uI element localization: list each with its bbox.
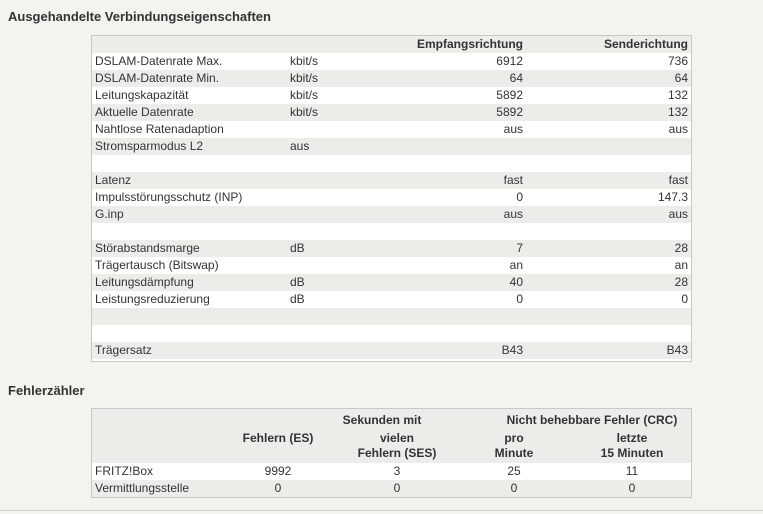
table-row xyxy=(92,240,691,257)
value-downstream: B43 xyxy=(501,343,523,357)
table-row xyxy=(92,172,691,189)
header-es: Fehlern (ES) xyxy=(242,431,314,445)
value-upstream: fast xyxy=(668,173,688,187)
table-row xyxy=(92,104,691,121)
row-label: Leitungsdämpfung xyxy=(95,275,194,289)
row-unit: dB xyxy=(290,241,305,255)
row-label: Trägertausch (Bitswap) xyxy=(95,258,219,272)
table-header-row xyxy=(92,36,691,53)
error-counter-table xyxy=(91,408,692,498)
value-downstream: aus xyxy=(503,122,523,136)
value-upstream: 28 xyxy=(674,275,688,289)
row-label: DSLAM-Datenrate Max. xyxy=(95,54,223,68)
value-upstream: aus xyxy=(668,207,688,221)
row-label: Leitungskapazität xyxy=(95,88,189,102)
header-pro-line1: pro xyxy=(504,431,524,445)
table-row xyxy=(92,70,691,87)
value-downstream: 5892 xyxy=(496,88,523,102)
table-row xyxy=(92,53,691,70)
table-row xyxy=(92,463,691,480)
value-downstream: 5892 xyxy=(496,105,523,119)
table-row xyxy=(92,308,691,325)
value-upstream: 28 xyxy=(674,241,688,255)
value-upstream: 0 xyxy=(681,292,688,306)
value-downstream: 7 xyxy=(516,241,523,255)
section-title-connection: Ausgehandelte Verbindungseigenschaften xyxy=(8,9,271,24)
table-row xyxy=(92,291,691,308)
value-upstream: 132 xyxy=(667,88,688,102)
table-row xyxy=(92,480,691,497)
table-row xyxy=(92,206,691,223)
row-label: FRITZ!Box xyxy=(95,464,154,478)
row-unit: kbit/s xyxy=(290,54,319,68)
table-row xyxy=(92,189,691,206)
row-unit: aus xyxy=(290,139,310,153)
table-row xyxy=(92,138,691,155)
row-label: Vermittlungsstelle xyxy=(95,481,190,495)
row-unit: dB xyxy=(290,292,305,306)
section-title-errors: Fehlerzähler xyxy=(8,383,85,398)
row-label: Impulsstörungsschutz (INP) xyxy=(95,190,243,204)
value-upstream: aus xyxy=(668,122,688,136)
row-label: DSLAM-Datenrate Min. xyxy=(95,71,220,85)
value-upstream: 132 xyxy=(667,105,688,119)
value-15min: 0 xyxy=(628,481,636,495)
row-label: Störabstandsmarge xyxy=(95,241,200,255)
header-upstream: Senderichtung xyxy=(603,37,688,51)
row-label: G.inp xyxy=(95,207,124,221)
table-row xyxy=(92,87,691,104)
table-row xyxy=(92,257,691,274)
header-group-crc: Nicht behebbare Fehler (CRC) xyxy=(506,413,678,427)
value-downstream: fast xyxy=(503,173,523,187)
header-ses-line1: vielen xyxy=(379,431,415,445)
row-unit: kbit/s xyxy=(290,71,319,85)
header-15min-line2: 15 Minuten xyxy=(600,446,664,460)
row-label: Trägersatz xyxy=(95,343,152,357)
value-upstream: 736 xyxy=(667,54,688,68)
value-ses: 3 xyxy=(393,464,401,478)
value-15min: 11 xyxy=(625,464,639,478)
header-15min-line1: letzte xyxy=(616,431,648,445)
row-label: Aktuelle Datenrate xyxy=(95,105,194,119)
value-upstream: 147.3 xyxy=(657,190,688,204)
value-es: 0 xyxy=(274,481,282,495)
row-label: Leistungsreduzierung xyxy=(95,292,210,306)
value-downstream: 64 xyxy=(509,71,523,85)
value-upstream: an xyxy=(674,258,688,272)
table-row xyxy=(92,121,691,138)
table-row xyxy=(92,155,691,172)
row-label: Latenz xyxy=(95,173,132,187)
table-row xyxy=(92,342,691,359)
value-downstream: 0 xyxy=(516,292,523,306)
table-row xyxy=(92,325,691,342)
value-downstream: an xyxy=(509,258,523,272)
connection-properties-table xyxy=(91,35,692,362)
row-label: Stromsparmodus L2 xyxy=(95,139,204,153)
header-ses-line2: Fehlern (SES) xyxy=(357,446,437,460)
value-downstream: 40 xyxy=(509,275,523,289)
row-label: Nahtlose Ratenadaption xyxy=(95,122,224,136)
value-es: 9992 xyxy=(264,464,292,478)
table-row xyxy=(92,223,691,240)
value-ses: 0 xyxy=(393,481,401,495)
value-downstream: aus xyxy=(503,207,523,221)
header-group-seconds: Sekunden mit xyxy=(342,413,422,427)
value-upstream: 64 xyxy=(674,71,688,85)
bottom-divider xyxy=(0,510,763,511)
header-downstream: Empfangsrichtung xyxy=(416,37,523,51)
value-pro-minute: 25 xyxy=(507,464,521,478)
table-row xyxy=(92,274,691,291)
header-pro-line2: Minute xyxy=(494,446,534,460)
value-downstream: 6912 xyxy=(496,54,523,68)
row-unit: kbit/s xyxy=(290,105,319,119)
value-downstream: 0 xyxy=(516,190,523,204)
row-unit: kbit/s xyxy=(290,88,319,102)
value-upstream: B43 xyxy=(666,343,688,357)
row-unit: dB xyxy=(290,275,305,289)
value-pro-minute: 0 xyxy=(510,481,518,495)
